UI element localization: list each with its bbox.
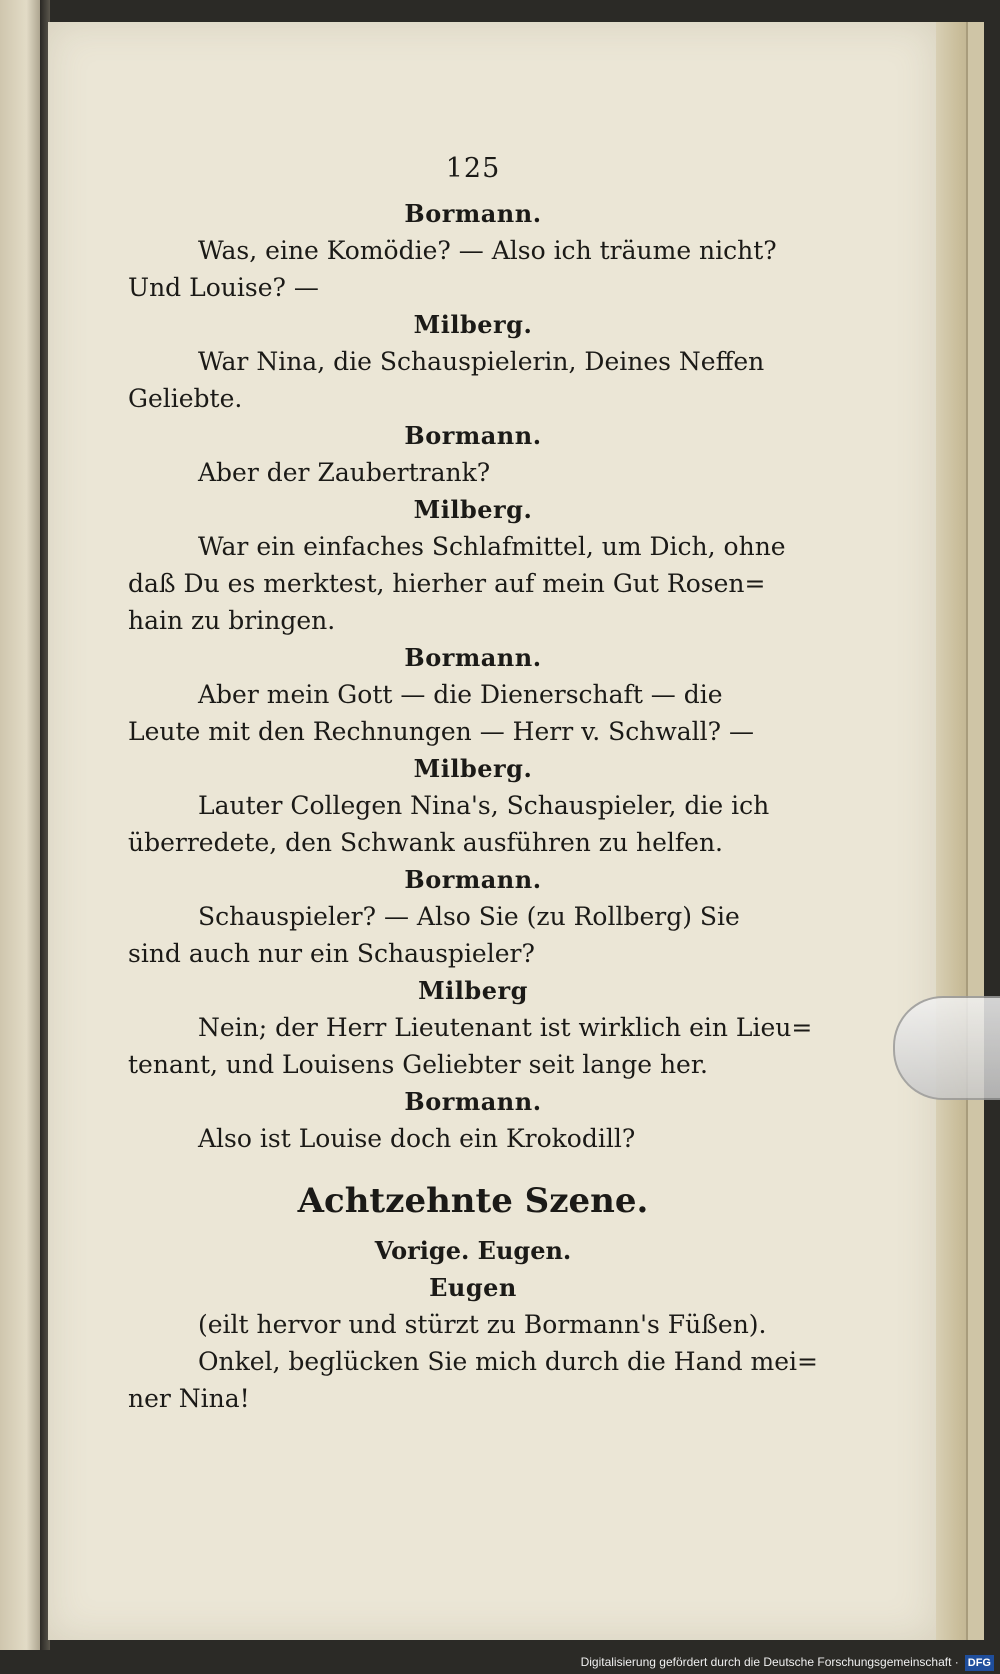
text-line: Aber der Zaubertrank? [198,458,491,487]
text-line: ner Nina! [128,1384,250,1413]
scene-cast: Vorige. Eugen. [374,1236,572,1265]
text-line: daß Du es merktest, hierher auf mein Gut Rosen= [128,569,766,598]
speaker-name: Bormann. [404,1087,542,1116]
speaker-name: Bormann. [404,643,542,672]
text-line: War Nina, die Schauspielerin, Deines Neffen [198,347,765,376]
cover-edge [966,22,984,1640]
text-line: Leute mit den Rechnungen — Herr v. Schwall? — [128,717,755,746]
page-number: 125 [445,153,501,184]
speaker-name: Milberg. [413,310,533,339]
text-line: Also ist Louise doch ein Krokodill? [198,1124,636,1153]
text-line: hain zu bringen. [128,606,336,635]
text-line: Und Louise? — [128,273,319,302]
speaker-name: Milberg [418,976,528,1005]
text-line: War ein einfaches Schlafmittel, um Dich, ohne [198,532,786,561]
speaker-name: Eugen [429,1273,517,1302]
text-line: Was, eine Komödie? — Also ich träume nicht? [198,236,777,265]
text-line: Onkel, beglücken Sie mich durch die Hand mei= [198,1347,818,1376]
speaker-name: Milberg. [413,495,533,524]
text-line: Nein; der Herr Lieutenant ist wirklich ein Lieu= [198,1013,813,1042]
scene-title: Achtzehnte Szene. [297,1181,649,1221]
text-line: Geliebte. [128,384,243,413]
speaker-name: Bormann. [404,421,542,450]
text-line: Lauter Collegen Nina's, Schauspieler, die ich [198,791,770,820]
footer-bar [0,1650,1000,1674]
text-line: sind auch nur ein Schauspieler? [128,939,535,968]
text-body [128,195,818,1417]
speaker-name: Bormann. [404,199,542,228]
text-line: Aber mein Gott — die Dienerschaft — die [198,680,723,709]
footer-credit: Digitalisierung gefördert durch die Deutsche Forschungsgemeinschaft · [580,1655,959,1669]
dfg-logo: DFG [965,1655,994,1671]
speaker-name: Milberg. [413,754,533,783]
text-line: (eilt hervor und stürzt zu Bormann's Füßen). [198,1310,767,1339]
scanner-clip [893,996,1000,1100]
text-line: Schauspieler? — Also Sie (zu Rollberg) Sie [198,902,740,931]
speaker-name: Bormann. [404,865,542,894]
page-content [128,150,818,1417]
text-line: tenant, und Louisens Geliebter seit lange her. [128,1050,708,1079]
text-line: überredete, den Schwank ausführen zu helfen. [128,828,723,857]
left-page-edge [0,0,44,1674]
